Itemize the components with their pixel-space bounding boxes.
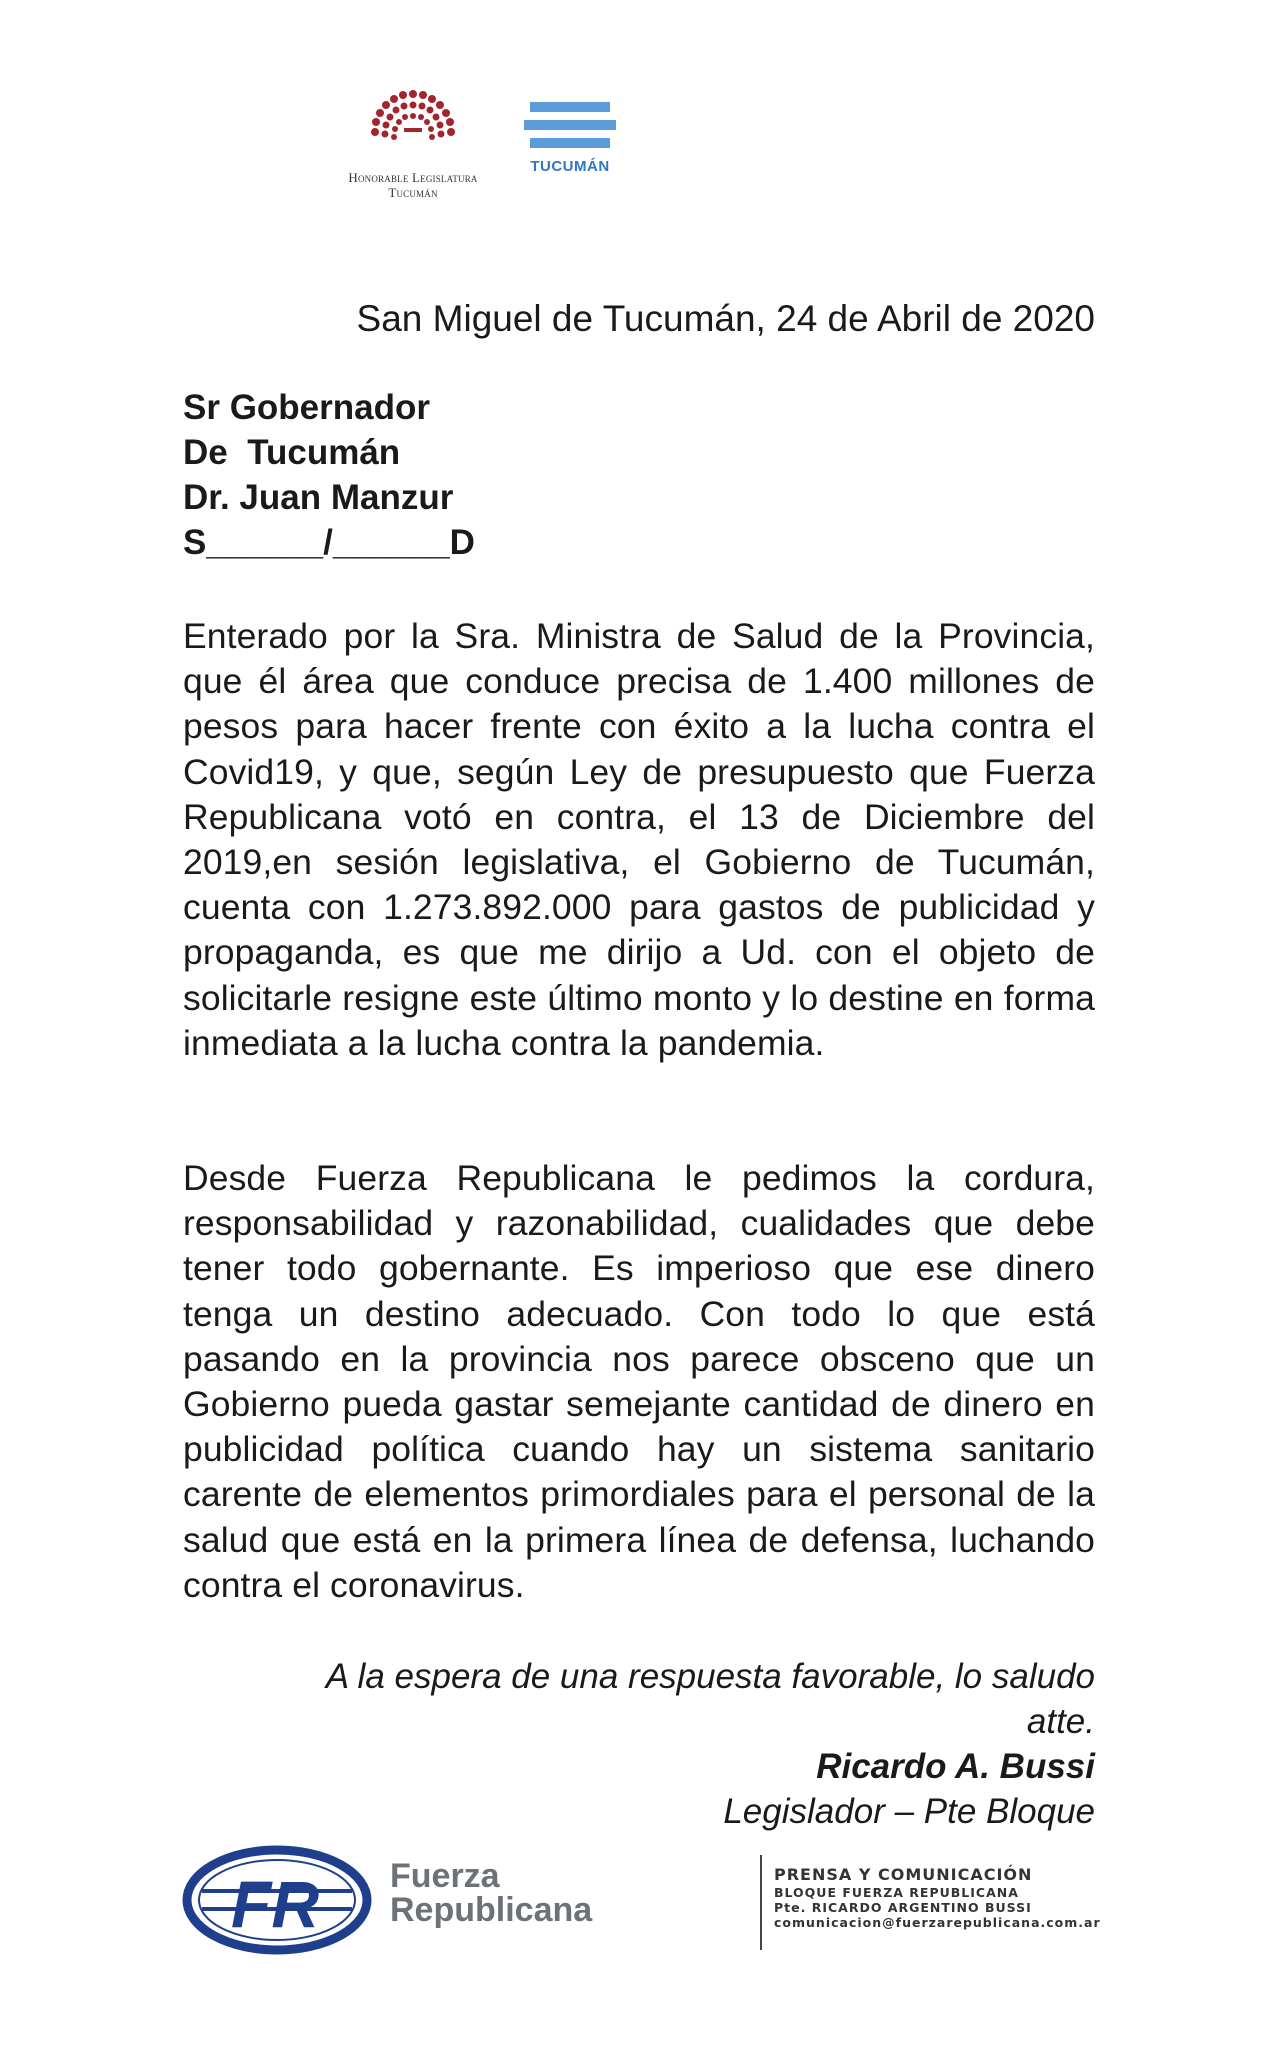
legislature-name-line1: Honorable Legislatura bbox=[348, 170, 478, 185]
press-contact-block bbox=[760, 1855, 1140, 1950]
closing-line1: A la espera de una respuesta favorable, lo saludo bbox=[325, 1657, 1095, 1696]
signer-name: Ricardo A. Bussi bbox=[816, 1747, 1095, 1786]
press-lines bbox=[774, 1865, 1101, 1930]
party-emblem-icon bbox=[182, 1845, 372, 1955]
party-logo-letters: FR bbox=[231, 1867, 319, 1941]
recipient-block bbox=[183, 385, 475, 565]
press-line2: BLOQUE FUERZA REPUBLICANA bbox=[774, 1885, 1019, 1900]
tucuman-flag-icon bbox=[524, 100, 616, 150]
closing-block bbox=[195, 1654, 1095, 1834]
closing-line2: atte. bbox=[1026, 1702, 1095, 1741]
legislature-name bbox=[318, 170, 508, 200]
body-paragraph-1: Enterado por la Sra. Ministra de Salud de la Provincia, que él área que conduce precisa de 1.400 millones de pesos para hacer frente con éxito a la lucha contra el Covid19, y que, según Ley de presupuesto que Fuerza Republicana votó en contra, el 13 de Diciembre del 2019,en sesión legislativa, el Gobierno de Tucumán, cuenta con 1.273.892.000 para gastos de publicidad y propaganda, es que me dirijo a Ud. con el objeto de solicitarle resigne este último monto y lo destine en forma inmediata a la lucha contra la pandemia. bbox=[183, 616, 1095, 1063]
legislature-logo bbox=[318, 88, 508, 203]
press-line3: Pte. RICARDO ARGENTINO BUSSI bbox=[774, 1900, 1032, 1915]
party-name-line1: Fuerza bbox=[390, 1857, 500, 1895]
party-logo bbox=[182, 1845, 622, 1955]
party-name bbox=[390, 1859, 592, 1927]
body-paragraph-2: Desde Fuerza Republicana le pedimos la cordura, responsabilidad y razonabilidad, cualidades que debe tener todo gobernante. Es imperioso que ese dinero tenga un destino adecuado. Con todo lo que está pasando en la provincia nos parece obsceno que un Gobierno pueda gastar semejante cantidad de dinero en publicidad política cuando hay un sistema sanitario carente de elementos primordiales para el personal de la salud que está en la primera línea de defensa, luchando contra el coronavirus. bbox=[183, 1158, 1095, 1605]
signer-title: Legislador – Pte Bloque bbox=[723, 1792, 1095, 1831]
party-name-line2: Republicana bbox=[390, 1891, 593, 1929]
press-line1: PRENSA Y COMUNICACIÓN bbox=[774, 1865, 1033, 1884]
recipient-line1: Sr Gobernador bbox=[183, 388, 430, 427]
legislature-emblem-icon bbox=[370, 88, 456, 168]
legislature-name-line2: Tucumán bbox=[388, 185, 438, 200]
recipient-line3: Dr. Juan Manzur bbox=[183, 478, 454, 517]
press-divider bbox=[760, 1855, 762, 1950]
recipient-line4: S______/______D bbox=[183, 523, 475, 562]
tucuman-logo bbox=[520, 100, 620, 180]
date-line: San Miguel de Tucumán, 24 de Abril de 2020 bbox=[356, 298, 1095, 339]
recipient-line2: De Tucumán bbox=[183, 433, 401, 472]
press-email: comunicacion@fuerzarepublicana.com.ar bbox=[774, 1915, 1101, 1930]
tucuman-name: TUCUMÁN bbox=[530, 158, 610, 175]
